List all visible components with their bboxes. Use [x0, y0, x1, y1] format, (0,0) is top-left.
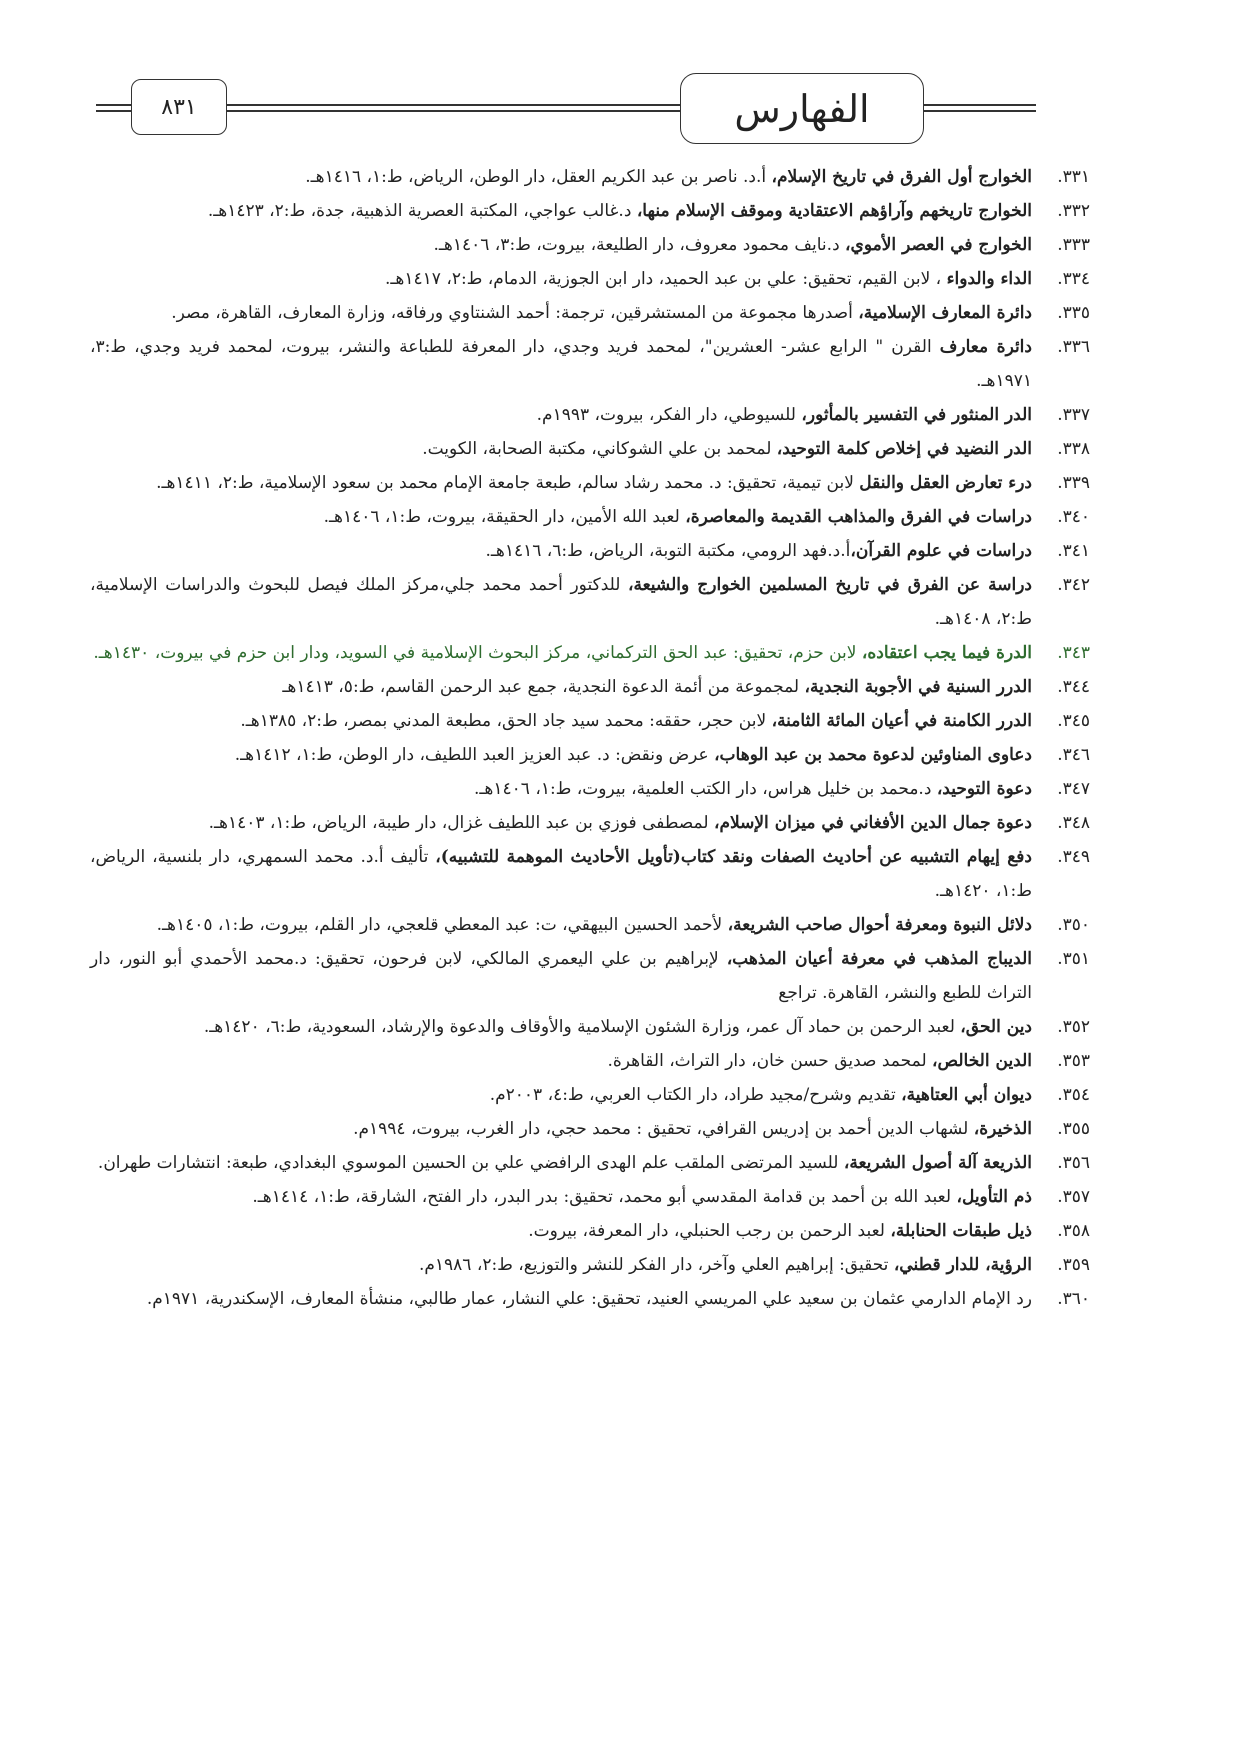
bibliography-entry	[90, 1146, 1090, 1180]
bibliography-entry	[90, 1282, 1090, 1316]
bibliography-entry	[90, 1010, 1090, 1044]
entry-details: لعبد الرحمن بن رجب الحنبلي، دار المعرفة، بيروت.	[528, 1221, 891, 1241]
entry-details: لأحمد الحسين البيهقي، ت: عبد المعطي قلعجي، دار القلم، بيروت، ط:١، ١٤٠٥هـ.	[156, 915, 728, 935]
entry-title: دراسات في الفرق والمذاهب القديمة والمعاصرة،	[685, 507, 1032, 527]
entry-number: ٣٥٦.	[1057, 1153, 1090, 1173]
entry-title: ذيل طبقات الحنابلة،	[890, 1221, 1032, 1241]
entry-number: ٣٥٠.	[1057, 915, 1090, 935]
bibliography-entry	[90, 262, 1090, 296]
entry-details: تحقيق: إبراهيم العلي وآخر، دار الفكر للنشر والتوزيع، ط:٢، ١٩٨٦م.	[418, 1255, 894, 1275]
entry-title: دين الحق،	[960, 1017, 1032, 1037]
entry-details: أ.د. ناصر بن عبد الكريم العقل، دار الوطن، الرياض، ط:١، ١٤١٦هـ.	[305, 167, 772, 187]
entry-title: دائرة معارف	[939, 337, 1032, 357]
page-title-text: الفهارس	[734, 86, 870, 131]
bibliography-entry	[90, 806, 1090, 840]
entry-title: الرؤية، للدار قطني،	[893, 1255, 1032, 1275]
entry-details: لمصطفى فوزي بن عبد اللطيف غزال، دار طيبة، الرياض، ط:١، ١٤٠٣هـ.	[208, 813, 714, 833]
entry-details: ، لابن القيم، تحقيق: علي بن عبد الحميد، دار ابن الجوزية، الدمام، ط:٢، ١٤١٧هـ.	[385, 269, 947, 289]
entry-details: لمحمد بن علي الشوكاني، مكتبة الصحابة، الكويت.	[422, 439, 777, 459]
bibliography-entry	[90, 942, 1090, 1010]
bibliography-entry	[90, 704, 1090, 738]
bibliography-entry	[90, 636, 1090, 670]
bibliography-list	[90, 160, 1090, 1316]
entry-title: دلائل النبوة ومعرفة أحوال صاحب الشريعة،	[727, 915, 1032, 935]
entry-number: ٣٥٥.	[1057, 1119, 1090, 1139]
bibliography-entry	[90, 500, 1090, 534]
bibliography-entry	[90, 670, 1090, 704]
bibliography-entry	[90, 466, 1090, 500]
entry-number: ٣٥٩.	[1057, 1255, 1090, 1275]
entry-number: ٣٤٥.	[1057, 711, 1090, 731]
entry-details: تقديم وشرح/مجيد طراد، دار الكتاب العربي، ط:٤، ٢٠٠٣م.	[489, 1085, 902, 1105]
entry-details: لعبد الله الأمين، دار الحقيقة، بيروت، ط:١، ١٤٠٦هـ.	[323, 507, 686, 527]
entry-number: ٣٤٠.	[1057, 507, 1090, 527]
entry-title: دفع إيهام التشبيه عن أحاديث الصفات ونقد كتاب(تأويل الأحاديث الموهمة للتشبيه)،	[435, 847, 1032, 867]
entry-number: ٣٥٣.	[1057, 1051, 1090, 1071]
entry-number: ٣٣٢.	[1057, 201, 1090, 221]
bibliography-entry	[90, 908, 1090, 942]
entry-number: ٣٥١.	[1057, 949, 1090, 969]
entry-title: الدين الخالص،	[932, 1051, 1032, 1071]
entry-title: دعاوى المناوئين لدعوة محمد بن عبد الوهاب،	[714, 745, 1032, 765]
entry-number: ٣٣٧.	[1057, 405, 1090, 425]
header-rule-middle	[227, 104, 680, 112]
bibliography-entry	[90, 534, 1090, 568]
header-rule-right	[924, 104, 1036, 112]
bibliography-entry	[90, 228, 1090, 262]
entry-title: درء تعارض العقل والنقل	[859, 473, 1032, 493]
entry-title: ديوان أبي العتاهية،	[901, 1085, 1032, 1105]
bibliography-entry	[90, 568, 1090, 636]
entry-details: للدكتور أحمد محمد جلي،مركز الملك فيصل للبحوث والدراسات الإسلامية، ط:٢، ١٤٠٨هـ.	[90, 575, 1032, 629]
entry-number: ٣٣٥.	[1057, 303, 1090, 323]
entry-title: دعوة التوحيد،	[936, 779, 1032, 799]
entry-title: الدر النضيد في إخلاص كلمة التوحيد،	[776, 439, 1032, 459]
bibliography-entry	[90, 840, 1090, 908]
bibliography-entry	[90, 398, 1090, 432]
entry-number: ٣٣٤.	[1057, 269, 1090, 289]
entry-title: الدرر السنية في الأجوبة النجدية،	[804, 677, 1032, 697]
entry-details: عرض ونقض: د. عبد العزيز العبد اللطيف، دار الوطن، ط:١، ١٤١٢هـ.	[234, 745, 715, 765]
entry-number: ٣٤٩.	[1057, 847, 1090, 867]
entry-title: دراسة عن الفرق في تاريخ المسلمين الخوارج والشيعة،	[628, 575, 1032, 595]
entry-title: الدرر الكامنة في أعيان المائة الثامنة،	[771, 711, 1032, 731]
entry-title: الخوارج تاريخهم وآراؤهم الاعتقادية وموقف الإسلام منها،	[636, 201, 1032, 221]
entry-title: الداء والدواء	[946, 269, 1032, 289]
entry-number: ٣٣٣.	[1057, 235, 1090, 255]
entry-number: ٣٣٨.	[1057, 439, 1090, 459]
entry-title: الذخيرة،	[973, 1119, 1032, 1139]
entry-number: ٣٤١.	[1057, 541, 1090, 561]
bibliography-entry	[90, 160, 1090, 194]
entry-title: الخوارج في العصر الأموي،	[845, 235, 1032, 255]
entry-details: لإبراهيم بن علي اليعمري المالكي، لابن فرحون، تحقيق: د.محمد الأحمدي أبو النور، دار التراث للطبع والنشر، القاهرة. تراجع	[90, 949, 1032, 1003]
entry-number: ٣٣٩.	[1057, 473, 1090, 493]
entry-title: الذريعة آلة أصول الشريعة،	[843, 1153, 1032, 1173]
entry-title: دائرة المعارف الإسلامية،	[858, 303, 1032, 323]
entry-title: ذم التأويل،	[956, 1187, 1032, 1207]
entry-details: للسيوطي، دار الفكر، بيروت، ١٩٩٣م.	[536, 405, 802, 425]
entry-details: لعبد الرحمن بن حماد آل عمر، وزارة الشئون الإسلامية والأوقاف والدعوة والإرشاد، السعودية، ط:٦، ١٤٢٠هـ.	[203, 1017, 961, 1037]
bibliography-entry	[90, 1078, 1090, 1112]
entry-title: الدرة فيما يجب اعتقاده،	[861, 643, 1032, 663]
entry-number: ٣٥٧.	[1057, 1187, 1090, 1207]
bibliography-entry	[90, 1214, 1090, 1248]
entry-number: ٣٥٢.	[1057, 1017, 1090, 1037]
entry-number: ٣٤٤.	[1057, 677, 1090, 697]
entry-title: الدر المنثور في التفسير بالمأثور،	[801, 405, 1032, 425]
entry-details: د.محمد بن خليل هراس، دار الكتب العلمية، بيروت، ط:١، ١٤٠٦هـ.	[474, 779, 937, 799]
entry-number: ٣٤٣.	[1057, 643, 1090, 663]
entry-number: ٣٤٦.	[1057, 745, 1090, 765]
entry-title: الديباج المذهب في معرفة أعيان المذهب،	[726, 949, 1032, 969]
bibliography-entry	[90, 738, 1090, 772]
bibliography-entry	[90, 1180, 1090, 1214]
entry-title: دعوة جمال الدين الأفغاني في ميزان الإسلام،	[713, 813, 1032, 833]
bibliography-entry	[90, 194, 1090, 228]
page-number-text: ٨٣١	[161, 94, 197, 120]
bibliography-entry	[90, 1248, 1090, 1282]
entry-number: ٣٤٧.	[1057, 779, 1090, 799]
entry-details: لابن تيمية، تحقيق: د. محمد رشاد سالم، طبعة جامعة الإمام محمد بن سعود الإسلامية، ط:٢، ١٤١١هـ.	[156, 473, 860, 493]
entry-number: ٣٤٨.	[1057, 813, 1090, 833]
entry-details: للسيد المرتضى الملقب علم الهدى الرافضي علي بن الحسين الموسوي البغدادي، طبعة: انتشارات طهران.	[97, 1153, 844, 1173]
entry-title: دراسات في علوم القرآن،	[850, 541, 1032, 561]
header-rule-left	[96, 104, 131, 112]
entry-number: ٣٥٨.	[1057, 1221, 1090, 1241]
entry-number: ٣٣٦.	[1057, 337, 1090, 357]
entry-details: أصدرها مجموعة من المستشرقين، ترجمة: أحمد الشنتاوي ورفاقه، وزارة المعارف، القاهرة، مصر.	[171, 303, 859, 323]
entry-details: د.نايف محمود معروف، دار الطليعة، بيروت، ط:٣، ١٤٠٦هـ.	[433, 235, 846, 255]
entry-number: ٣٣١.	[1057, 167, 1090, 187]
bibliography-entry	[90, 772, 1090, 806]
entry-details: لعبد الله بن أحمد بن قدامة المقدسي أبو محمد، تحقيق: بدر البدر، دار الفتح، الشارقة، ط:١، ١٤١٤هـ.	[252, 1187, 957, 1207]
entry-details: لابن حجر، حققه: محمد سيد جاد الحق، مطبعة المدني بمصر، ط:٢، ١٣٨٥هـ.	[240, 711, 772, 731]
page-number	[131, 79, 227, 135]
entry-number: ٣٦٠.	[1057, 1289, 1090, 1309]
entry-details: رد الإمام الدارمي عثمان بن سعيد علي المريسي العنيد، تحقيق: علي النشار، عمار طالبي، منشأة المعارف، الإسكندرية، ١٩٧١م.	[146, 1289, 1032, 1309]
bibliography-entry	[90, 296, 1090, 330]
page-title	[680, 73, 924, 144]
entry-details: أ.د.فهد الرومي، مكتبة التوبة، الرياض، ط:٦، ١٤١٦هـ.	[485, 541, 851, 561]
bibliography-entry	[90, 1112, 1090, 1146]
entry-number: ٣٤٢.	[1057, 575, 1090, 595]
bibliography-entry	[90, 330, 1090, 398]
bibliography-entry	[90, 1044, 1090, 1078]
bibliography-entry	[90, 432, 1090, 466]
entry-details: لمجموعة من أئمة الدعوة النجدية، جمع عبد الرحمن القاسم، ط:٥، ١٤١٣هـ	[282, 677, 805, 697]
entry-details: القرن " الرابع عشر- العشرين"، لمحمد فريد وجدي، دار المعرفة للطباعة والنشر، بيروت، لمحمد فريد وجدي، ط:٣، ١٩٧١هـ.	[90, 337, 1032, 391]
entry-number: ٣٥٤.	[1057, 1085, 1090, 1105]
entry-title: الخوارج أول الفرق في تاريخ الإسلام،	[771, 167, 1032, 187]
entry-details: لشهاب الدين أحمد بن إدريس القرافي، تحقيق : محمد حجي، دار الغرب، بيروت، ١٩٩٤م.	[353, 1119, 974, 1139]
entry-details: لمحمد صديق حسن خان، دار التراث، القاهرة.	[607, 1051, 933, 1071]
entry-details: لابن حزم، تحقيق: عبد الحق التركماني، مركز البحوث الإسلامية في السويد، ودار ابن حزم في بيروت، ١٤٣٠هـ.	[93, 643, 862, 663]
entry-details: د.غالب عواجي، المكتبة العصرية الذهبية، جدة، ط:٢، ١٤٢٣هـ.	[207, 201, 637, 221]
entry-details: تأليف أ.د. محمد السمهري، دار بلنسية، الرياض، ط:١، ١٤٢٠هـ.	[90, 847, 1032, 901]
